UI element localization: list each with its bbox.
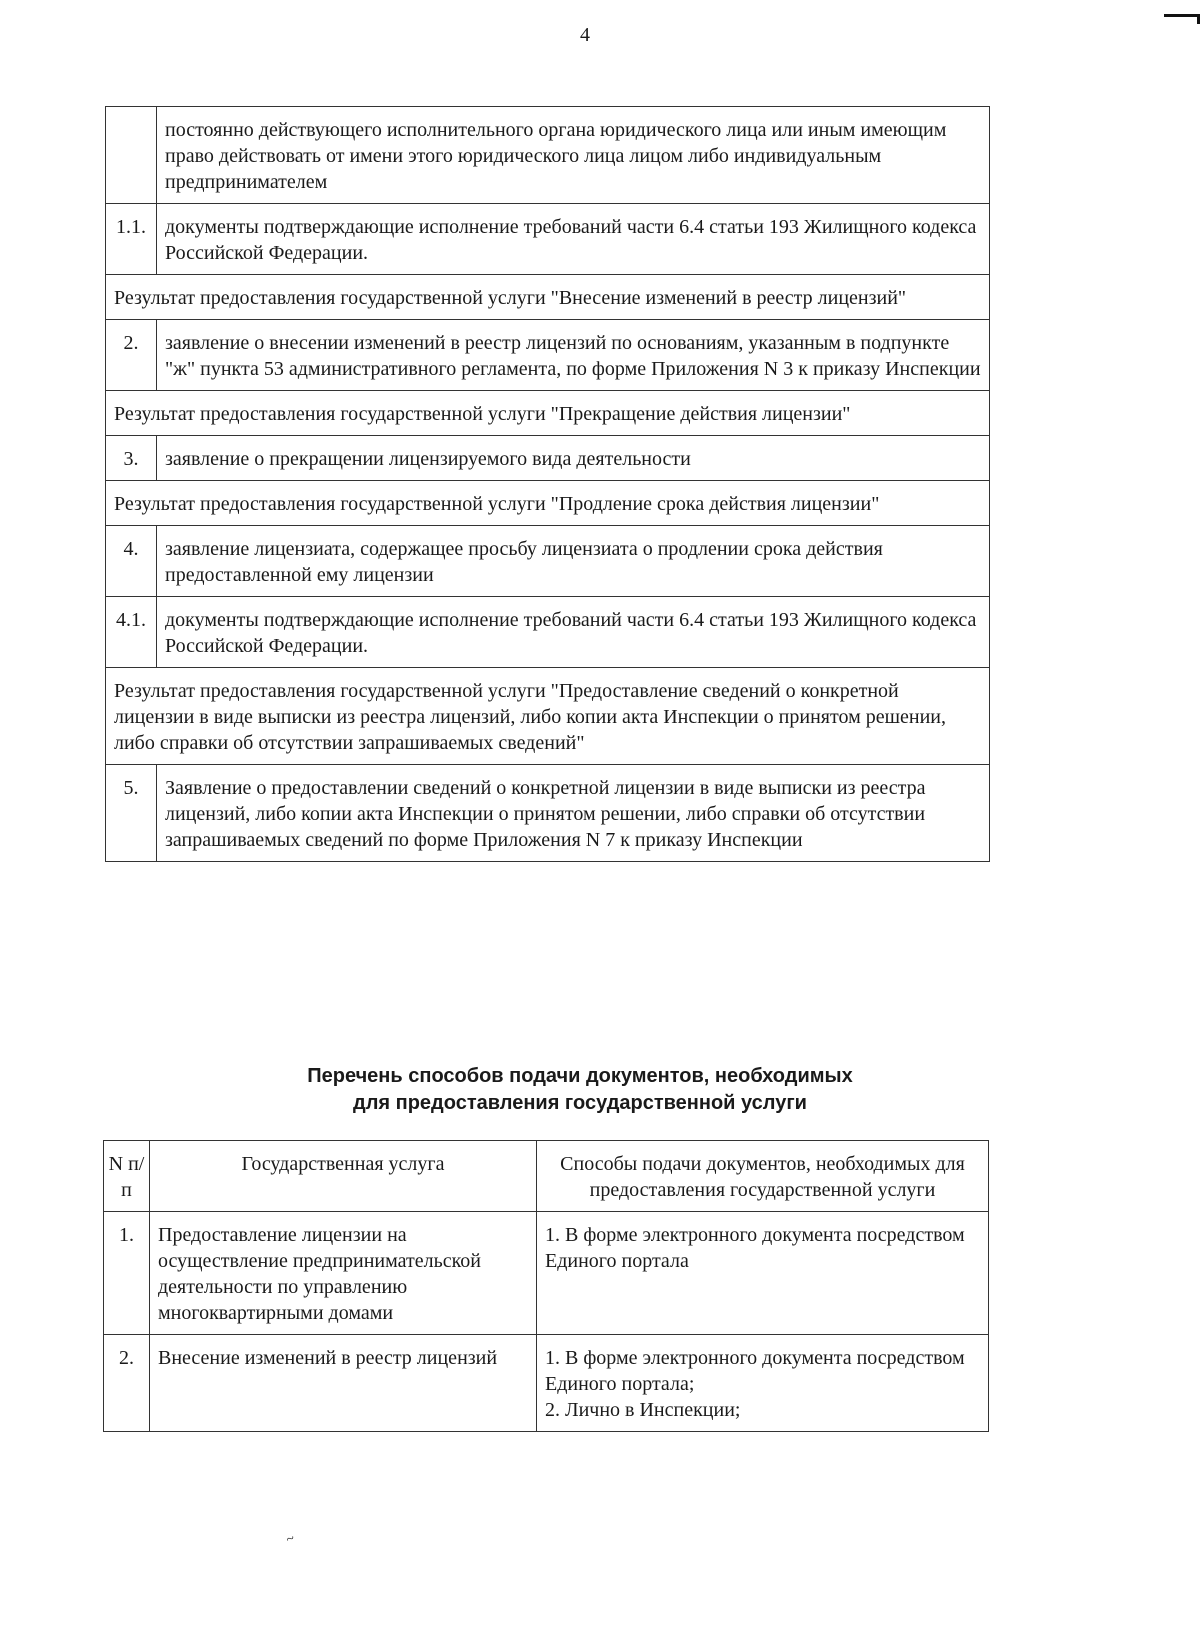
table-row [104, 1212, 989, 1335]
row-number: 1.1. [106, 204, 157, 275]
table-row [106, 204, 990, 275]
table-row [104, 1335, 989, 1432]
section-heading-line: Перечень способов подачи документов, необходимых [307, 1065, 853, 1087]
section-title: Результат предоставления государственной услуги "Внесение изменений в реестр лицензий" [106, 275, 990, 320]
table-row [106, 765, 990, 862]
submission-method: 1. В форме электронного документа посредством Единого портала; [545, 1347, 965, 1395]
column-header-number: N п/п [104, 1141, 150, 1212]
section-heading-line: для предоставления государственной услуги [353, 1092, 807, 1114]
submission-methods [537, 1212, 989, 1335]
submission-methods [537, 1335, 989, 1432]
section-row [106, 391, 990, 436]
column-header-methods: Способы подачи документов, необходимых для предоставления государственной услуги [537, 1141, 989, 1212]
section-heading [0, 1063, 1160, 1117]
table-row [106, 597, 990, 668]
row-number: 1. [104, 1212, 150, 1335]
section-title: Результат предоставления государственной услуги "Предоставление сведений о конкретной лицензии в виде выписки из реестра лицензий, либо копии акта Инспекции о принятом решении, либо справки об отсутствии запрашиваемых сведений" [106, 668, 990, 765]
section-row [106, 275, 990, 320]
scan-corner-mark [1164, 14, 1200, 17]
documents-table [105, 106, 990, 862]
section-title: Результат предоставления государственной услуги "Продление срока действия лицензии" [106, 481, 990, 526]
table-row [106, 107, 990, 204]
submission-method: 1. В форме электронного документа посредством Единого портала [545, 1224, 965, 1272]
column-header-service: Государственная услуга [150, 1141, 537, 1212]
row-text: постоянно действующего исполнительного органа юридического лица или иным имеющим право действовать от имени этого юридического лица лицом либо индивидуальным предпринимателем [157, 107, 990, 204]
row-number: 4. [106, 526, 157, 597]
submission-method: 2. Лично в Инспекции; [545, 1399, 741, 1421]
row-number [106, 107, 157, 204]
section-row [106, 481, 990, 526]
row-number: 4.1. [106, 597, 157, 668]
row-number: 5. [106, 765, 157, 862]
row-number: 2. [106, 320, 157, 391]
row-text: Заявление о предоставлении сведений о конкретной лицензии в виде выписки из реестра лицензий, либо копии акта Инспекции о принятом решении, либо справки об отсутствии запрашиваемых сведений по форме Приложения N 7 к приказу Инспекции [157, 765, 990, 862]
table-header-row [104, 1141, 989, 1212]
row-text: документы подтверждающие исполнение требований части 6.4 статьи 193 Жилищного кодекса Российской Федерации. [157, 204, 990, 275]
row-text: заявление лицензиата, содержащее просьбу лицензиата о продлении срока действия предоставленной ему лицензии [157, 526, 990, 597]
section-title: Результат предоставления государственной услуги "Прекращение действия лицензии" [106, 391, 990, 436]
page-number: 4 [580, 24, 590, 46]
table-row [106, 526, 990, 597]
table-row [106, 436, 990, 481]
service-name: Внесение изменений в реестр лицензий [150, 1335, 537, 1432]
submission-methods-table [103, 1140, 989, 1432]
row-text: документы подтверждающие исполнение требований части 6.4 статьи 193 Жилищного кодекса Российской Федерации. [157, 597, 990, 668]
service-name: Предоставление лицензии на осуществление предпринимательской деятельности по управлению многоквартирными домами [150, 1212, 537, 1335]
scan-speck-mark: ~ [284, 1531, 297, 1548]
row-text: заявление о прекращении лицензируемого вида деятельности [157, 436, 990, 481]
section-row [106, 668, 990, 765]
row-number: 3. [106, 436, 157, 481]
row-text: заявление о внесении изменений в реестр лицензий по основаниям, указанным в подпункте "ж" пункта 53 административного регламента, по форме Приложения N 3 к приказу Инспекции [157, 320, 990, 391]
row-number: 2. [104, 1335, 150, 1432]
table-row [106, 320, 990, 391]
